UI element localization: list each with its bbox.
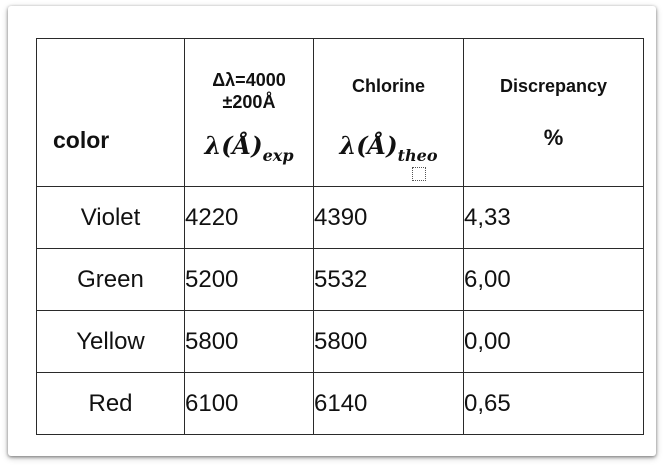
table-row: [37, 311, 644, 373]
header-chlorine-cell: [314, 39, 464, 187]
theo-wavelength-cell: 5532: [314, 249, 464, 311]
header-discrepancy-cell: [464, 39, 644, 187]
document-page: [8, 6, 656, 456]
equation-placeholder-box: [412, 167, 426, 181]
color-name-cell: Violet: [37, 187, 185, 249]
chlorine-label: Chlorine: [351, 76, 425, 96]
spectral-lines-table: [36, 38, 644, 435]
theo-wavelength-cell: 5800: [314, 311, 464, 373]
color-name-cell: Yellow: [37, 311, 185, 373]
lambda-exp-label: [204, 131, 294, 165]
discrepancy-cell: 6,00: [464, 249, 644, 311]
exp-wavelength-cell: 4220: [185, 187, 314, 249]
uncertainty-label: ±200Å: [222, 92, 276, 112]
discrepancy-cell: 4,33: [464, 187, 644, 249]
delta-lambda-label: Δλ=4000: [212, 70, 286, 90]
color-column-label: color: [53, 127, 110, 153]
lambda-theo-subscript: theo: [397, 146, 438, 165]
percent-unit-label: %: [543, 125, 564, 150]
discrepancy-label: Discrepancy: [499, 76, 608, 96]
table-row: [37, 373, 644, 435]
lambda-exp-symbol: λ(Å): [204, 131, 263, 160]
discrepancy-cell: 0,00: [464, 311, 644, 373]
exp-wavelength-cell: 5200: [185, 249, 314, 311]
theo-wavelength-cell: 6140: [314, 373, 464, 435]
color-name-cell: Red: [37, 373, 185, 435]
lambda-theo-symbol: λ(Å): [339, 131, 398, 160]
header-row: [37, 39, 644, 187]
lambda-exp-subscript: exp: [262, 146, 294, 165]
theo-wavelength-cell: 4390: [314, 187, 464, 249]
exp-wavelength-cell: 6100: [185, 373, 314, 435]
header-experimental-cell: [185, 39, 314, 187]
discrepancy-cell: 0,65: [464, 373, 644, 435]
header-color-cell: [37, 39, 185, 187]
table-row: [37, 249, 644, 311]
lambda-theo-label: [339, 131, 438, 165]
table-row: [37, 187, 644, 249]
color-name-cell: Green: [37, 249, 185, 311]
exp-wavelength-cell: 5800: [185, 311, 314, 373]
